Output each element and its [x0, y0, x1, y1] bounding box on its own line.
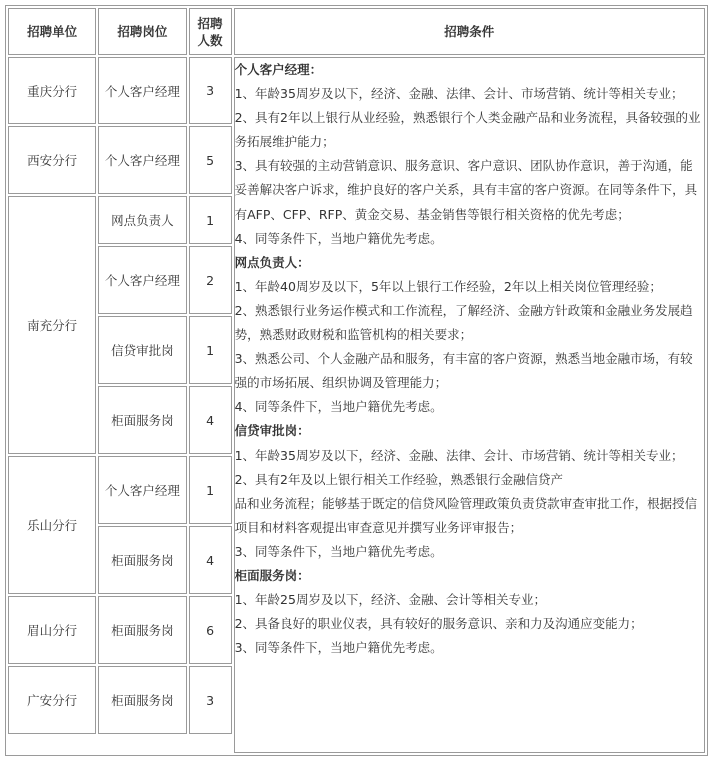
position-cell: 个人客户经理: [98, 126, 186, 194]
position-cell: 个人客户经理: [98, 456, 186, 524]
condition-item: 品和业务流程；能够基于既定的信贷风险管理政策负责贷款审查审批工作，根据授信项目和材料客观提出审查意见并撰写业务评审报告；: [234, 495, 698, 535]
unit-cell: 广安分行: [8, 666, 96, 734]
count-cell: 4: [189, 526, 232, 594]
count-cell: 1: [189, 316, 232, 384]
header-conditions: 招聘条件: [234, 8, 705, 55]
unit-cell: 西安分行: [8, 126, 96, 194]
condition-item: 1、年龄40周岁及以下，5年以上银行工作经验，2年以上相关岗位管理经验；: [234, 278, 662, 294]
position-cell: 个人客户经理: [98, 246, 186, 314]
recruitment-table-wrapper: [5, 5, 708, 756]
count-cell: 5: [189, 126, 232, 194]
condition-item: 2、具有2年及以上银行相关工作经验，熟悉银行金融信贷产: [234, 471, 564, 487]
condition-item: 3、同等条件下，当地户籍优先考虑。: [234, 543, 443, 559]
count-cell: 4: [189, 386, 232, 454]
spacer-cell: [8, 736, 96, 753]
header-row: [8, 8, 705, 55]
condition-item: 1、年龄35周岁及以下，经济、金融、法律、会计、市场营销、统计等相关专业；: [234, 86, 684, 102]
condition-item: 1、年龄25周岁及以下，经济、金融、会计等相关专业；: [234, 592, 546, 608]
condition-item: 1、年龄35周岁及以下，经济、金融、法律、会计、市场营销、统计等相关专业；: [234, 447, 684, 463]
count-cell: 3: [189, 666, 232, 734]
position-cell: 柜面服务岗: [98, 596, 186, 664]
position-cell: 个人客户经理: [98, 57, 186, 124]
condition-item: 4、同等条件下，当地户籍优先考虑。: [234, 399, 443, 415]
recruitment-table: [5, 5, 708, 756]
condition-item: 3、熟悉公司、个人金融产品和服务，有丰富的客户资源，熟悉当地金融市场，有较强的市场拓展、组织协调及管理能力；: [234, 351, 693, 391]
condition-title: 信贷审批岗：: [234, 423, 310, 439]
count-cell: 1: [189, 196, 232, 244]
position-cell: 柜面服务岗: [98, 386, 186, 454]
position-cell: 信贷审批岗: [98, 316, 186, 384]
header-count-line2: 人数: [197, 32, 223, 48]
header-count: [189, 8, 232, 55]
spacer-cell: [189, 736, 232, 753]
count-cell: 1: [189, 456, 232, 524]
count-cell: 3: [189, 57, 232, 124]
position-cell: 柜面服务岗: [98, 526, 186, 594]
count-cell: 6: [189, 596, 232, 664]
position-cell: 柜面服务岗: [98, 666, 186, 734]
table-row: [8, 57, 705, 124]
spacer-cell: [98, 736, 186, 753]
unit-cell: 重庆分行: [8, 57, 96, 124]
condition-title: 个人客户经理：: [234, 62, 323, 77]
condition-item: 3、同等条件下，当地户籍优先考虑。: [234, 640, 443, 656]
unit-cell: 乐山分行: [8, 456, 96, 594]
count-cell: 2: [189, 246, 232, 314]
unit-cell: 眉山分行: [8, 596, 96, 664]
condition-title: 网点负责人：: [234, 254, 310, 270]
conditions-cell: [234, 57, 705, 753]
header-count-line1: 招聘: [197, 15, 223, 31]
header-unit: 招聘单位: [8, 8, 96, 55]
header-position: 招聘岗位: [98, 8, 186, 55]
condition-item: 2、熟悉银行业务运作模式和工作流程，了解经济、金融方针政策和金融业务发展趋势，熟悉财政财税和监管机构的相关要求；: [234, 302, 693, 343]
condition-item: 2、具有2年以上银行从业经验，熟悉银行个人类金融产品和业务流程，具备较强的业务拓展维护能力；: [234, 110, 701, 150]
condition-item: 2、具备良好的职业仪表，具有较好的服务意识、亲和力及沟通应变能力；: [234, 616, 643, 632]
condition-title: 柜面服务岗：: [234, 567, 310, 583]
position-cell: 网点负责人: [98, 196, 186, 244]
condition-item: 3、具有较强的主动营销意识、服务意识、客户意识、团队协作意识，善于沟通，能妥善解决客户诉求，维护良好的客户关系，具有丰富的客户资源。在同等条件下，具有AFP、CFP、RFP、黄金交易、基金销售等银行相关资格的优先考虑；: [234, 158, 698, 222]
condition-item: 4、同等条件下，当地户籍优先考虑。: [234, 230, 443, 246]
unit-cell: 南充分行: [8, 196, 96, 454]
